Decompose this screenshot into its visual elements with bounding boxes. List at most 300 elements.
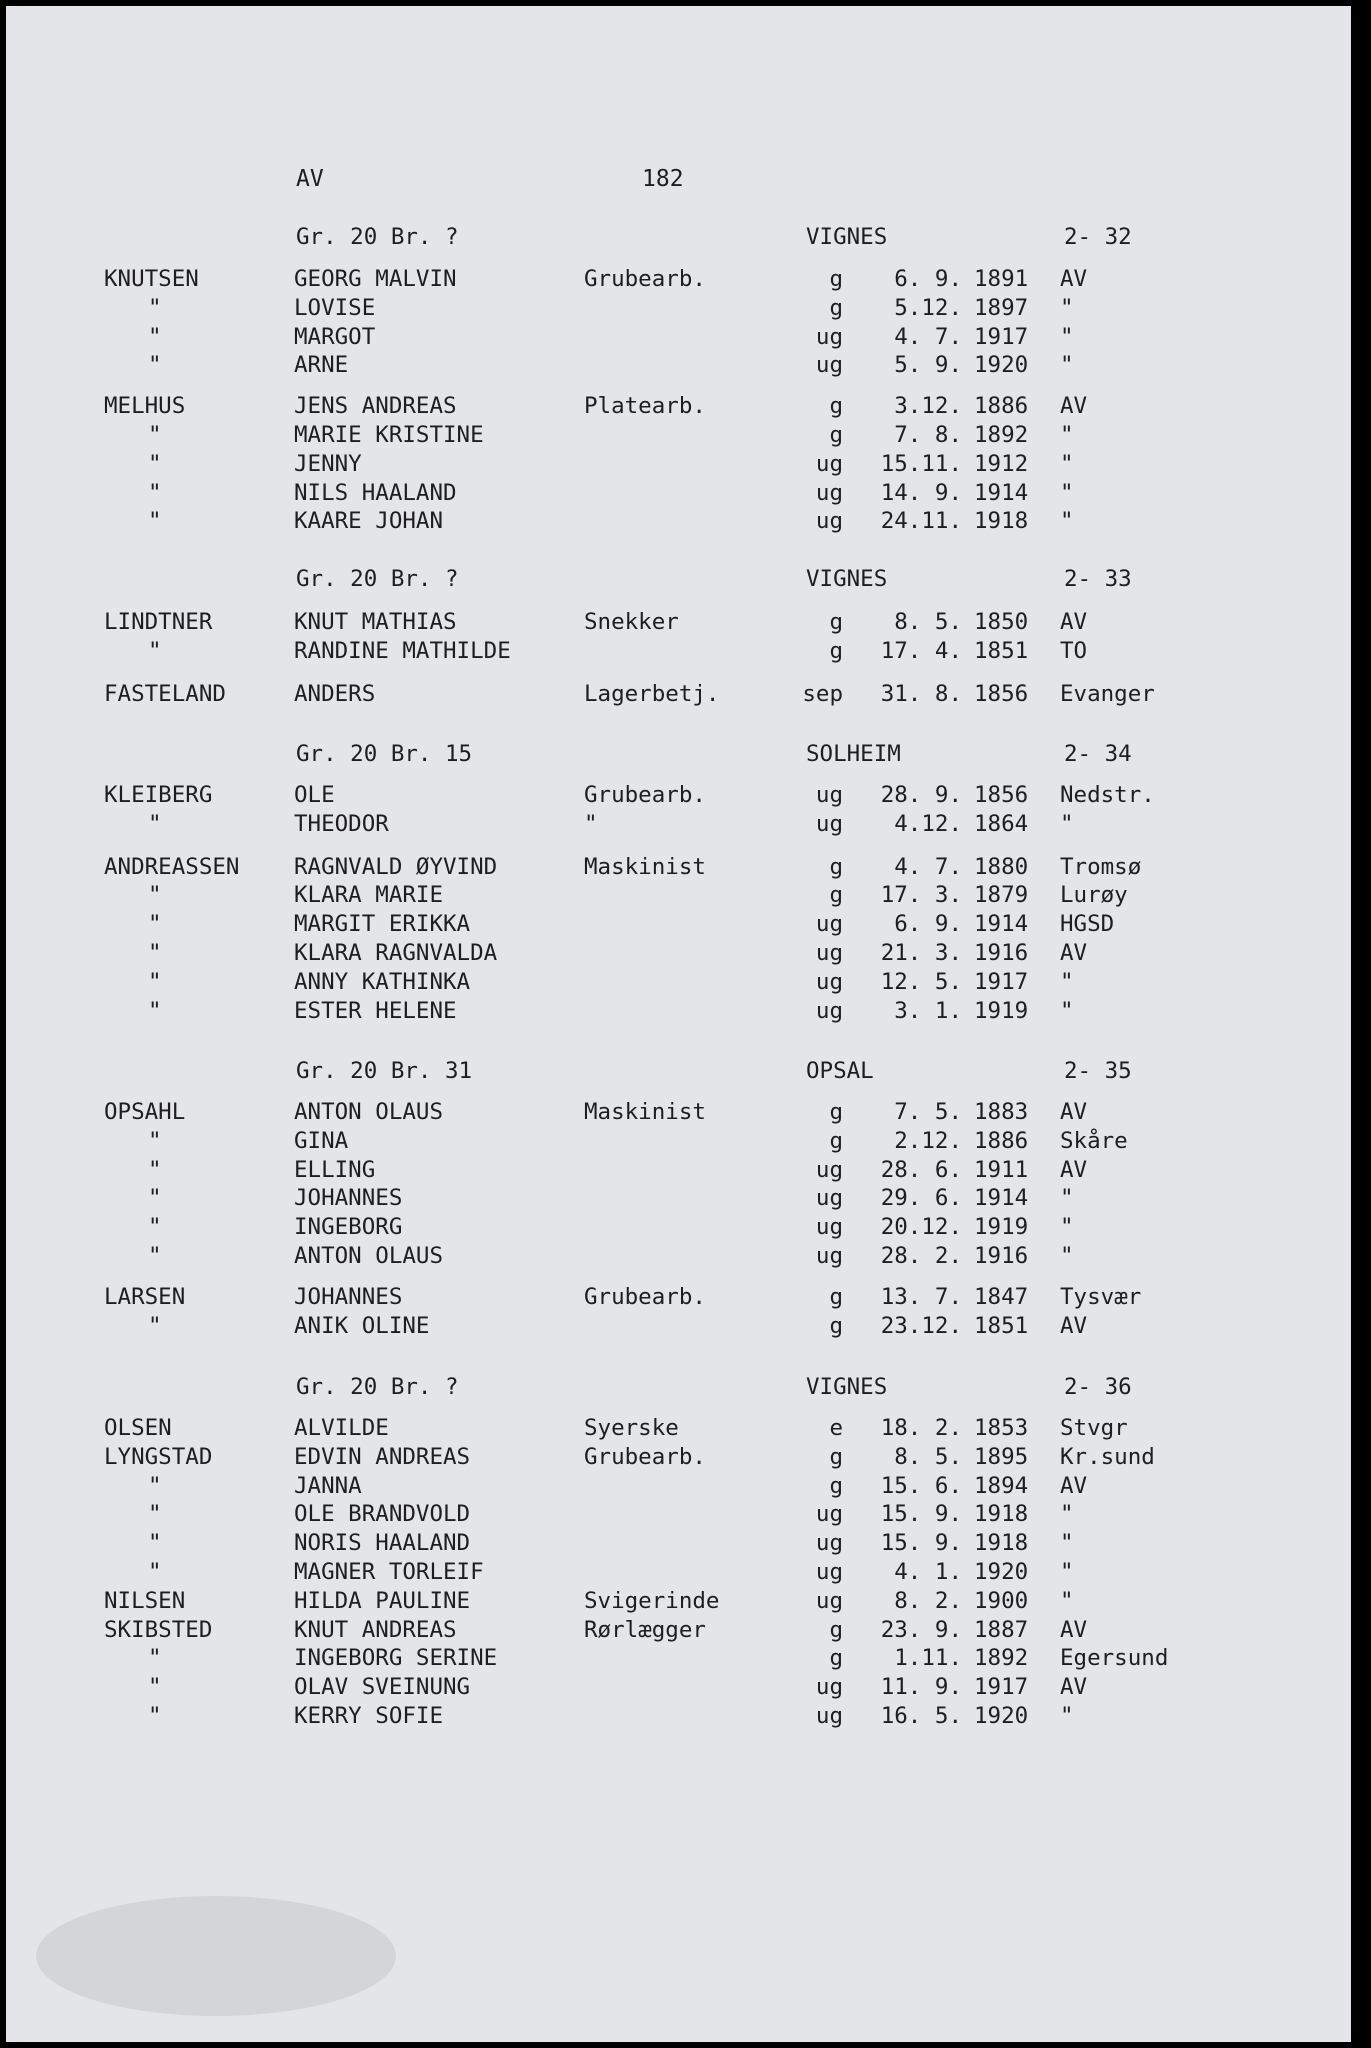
given-names: EDVIN ANDREAS <box>294 1443 471 1470</box>
birthplace: " <box>1060 422 1074 448</box>
surname: " <box>148 1243 162 1269</box>
birth-year: 1892 <box>974 1645 1029 1672</box>
birth-year: 1919 <box>974 1214 1029 1241</box>
given-names: ANTON OLAUS <box>294 1243 444 1269</box>
birth-year: 1853 <box>974 1415 1029 1441</box>
surname: " <box>148 1674 162 1701</box>
surname: " <box>148 997 162 1024</box>
person-row <box>6 1473 1351 1501</box>
birthplace: " <box>1060 810 1074 837</box>
given-names: NILS HAALAND <box>294 479 457 506</box>
given-names: OLE BRANDVOLD <box>294 1501 471 1528</box>
birth-date: 5.12. <box>894 294 962 321</box>
person-row <box>6 266 1351 294</box>
given-names: THEODOR <box>294 810 389 837</box>
address-label: Gr. 20 Br. 31 <box>296 1058 473 1084</box>
given-names: KLARA RAGNVALDA <box>294 940 498 966</box>
given-names: ESTER HELENE <box>294 997 457 1024</box>
place-name: VIGNES <box>806 1374 888 1400</box>
birth-year: 1916 <box>974 1243 1029 1269</box>
person-row <box>6 609 1351 637</box>
civil-status: ug <box>815 1530 843 1557</box>
birth-year: 1918 <box>974 1501 1029 1528</box>
birthplace: TO <box>1060 637 1088 664</box>
occupation: Maskinist <box>584 853 706 880</box>
person-row <box>6 393 1351 421</box>
given-names: OLE <box>294 782 335 808</box>
surname: FASTELAND <box>104 680 226 707</box>
birth-date: 7. 8. <box>894 422 962 448</box>
birth-date: 15.11. <box>880 450 962 477</box>
birth-date: 11. 9. <box>880 1674 962 1701</box>
birth-date: 7. 5. <box>894 1099 962 1125</box>
surname: LINDTNER <box>104 609 213 635</box>
birthplace: " <box>1060 450 1074 477</box>
civil-status: g <box>829 637 843 664</box>
surname: " <box>148 1312 162 1339</box>
birth-date: 15. 9. <box>880 1501 962 1528</box>
birth-year: 1919 <box>974 997 1029 1024</box>
person-row <box>6 1157 1351 1185</box>
civil-status: ug <box>815 997 843 1024</box>
person-row <box>6 295 1351 323</box>
surname: " <box>148 810 162 837</box>
surname: SKIBSTED <box>104 1616 213 1643</box>
address-label: Gr. 20 Br. 15 <box>296 741 473 767</box>
birth-date: 5. 9. <box>894 352 962 379</box>
civil-status: ug <box>815 1674 843 1701</box>
birth-date: 28. 6. <box>880 1156 962 1183</box>
birthplace: " <box>1060 1185 1074 1212</box>
person-row <box>6 1674 1351 1702</box>
birthplace: AV <box>1060 393 1088 420</box>
surname: ANDREASSEN <box>104 853 240 880</box>
birth-date: 13. 7. <box>880 1283 962 1310</box>
given-names: JOHANNES <box>294 1283 403 1310</box>
birth-date: 6. 9. <box>894 266 962 292</box>
birth-year: 1914 <box>974 1185 1029 1212</box>
birth-date: 6. 9. <box>894 911 962 938</box>
given-names: ARNE <box>294 352 349 379</box>
birth-year: 1914 <box>974 479 1029 506</box>
place-name: VIGNES <box>806 224 888 250</box>
given-names: INGEBORG <box>294 1214 403 1241</box>
birth-year: 1895 <box>974 1443 1029 1470</box>
civil-status: g <box>829 1283 843 1310</box>
birth-year: 1851 <box>974 637 1029 664</box>
surname: " <box>148 911 162 938</box>
birthplace: " <box>1060 323 1074 350</box>
birth-date: 31. 8. <box>880 680 962 707</box>
surname: " <box>148 1156 162 1183</box>
person-row <box>6 1617 1351 1645</box>
occupation: Grubearb. <box>584 782 706 808</box>
birthplace: Stvgr <box>1060 1415 1128 1441</box>
birth-date: 18. 2. <box>880 1415 962 1441</box>
given-names: KNUT MATHIAS <box>294 609 457 635</box>
given-names: RAGNVALD ØYVIND <box>294 853 498 880</box>
surname: " <box>148 1703 162 1729</box>
person-row <box>6 998 1351 1026</box>
given-names: KNUT ANDREAS <box>294 1616 457 1643</box>
birthplace: " <box>1060 1214 1074 1241</box>
person-row <box>6 508 1351 536</box>
person-row <box>6 1214 1351 1242</box>
person-row <box>6 1501 1351 1529</box>
birthplace: HGSD <box>1060 911 1115 938</box>
birthplace: Tromsø <box>1060 853 1142 880</box>
civil-status: ug <box>815 323 843 350</box>
given-names: ANDERS <box>294 680 376 707</box>
surname: OLSEN <box>104 1415 172 1441</box>
birth-date: 3. 1. <box>894 997 962 1024</box>
birthplace: " <box>1060 479 1074 506</box>
birth-year: 1917 <box>974 323 1029 350</box>
given-names: RANDINE MATHILDE <box>294 637 511 664</box>
person-row <box>6 352 1351 380</box>
birth-year: 1891 <box>974 266 1029 292</box>
birthplace: Lurøy <box>1060 882 1128 909</box>
surname: " <box>148 422 162 448</box>
surname: " <box>148 479 162 506</box>
place-name: VIGNES <box>806 566 888 592</box>
birth-date: 12. 5. <box>880 968 962 995</box>
birth-date: 17. 4. <box>880 637 962 664</box>
surname: NILSEN <box>104 1587 186 1614</box>
birthplace: AV <box>1060 1472 1088 1499</box>
birthplace: AV <box>1060 940 1088 966</box>
birth-date: 21. 3. <box>880 940 962 966</box>
household-code: 2- 35 <box>1064 1058 1132 1084</box>
birth-date: 4. 7. <box>894 853 962 880</box>
birthplace: " <box>1060 968 1074 995</box>
birth-date: 4.12. <box>894 810 962 837</box>
birthplace: AV <box>1060 1099 1088 1125</box>
household-code: 2- 33 <box>1064 566 1132 592</box>
surname: " <box>148 882 162 909</box>
address-label: Gr. 20 Br. ? <box>296 1374 459 1400</box>
birthplace: AV <box>1060 1616 1088 1643</box>
civil-status: g <box>829 1127 843 1154</box>
birth-year: 1920 <box>974 1703 1029 1729</box>
household-header <box>6 1374 1351 1404</box>
birth-year: 1914 <box>974 911 1029 938</box>
birth-year: 1917 <box>974 1674 1029 1701</box>
birth-year: 1897 <box>974 294 1029 321</box>
area-code: AV <box>296 166 324 192</box>
page-stain <box>36 1896 396 2016</box>
birth-year: 1911 <box>974 1156 1029 1183</box>
civil-status: e <box>829 1415 843 1441</box>
birthplace: Skåre <box>1060 1127 1128 1154</box>
surname: " <box>148 1472 162 1499</box>
birthplace: AV <box>1060 1156 1088 1183</box>
birthplace: " <box>1060 1530 1074 1557</box>
given-names: ALVILDE <box>294 1415 389 1441</box>
given-names: MARIE KRISTINE <box>294 422 484 448</box>
household-header <box>6 1058 1351 1088</box>
given-names: GEORG MALVIN <box>294 266 457 292</box>
birthplace: AV <box>1060 1312 1088 1339</box>
civil-status: ug <box>815 450 843 477</box>
person-row <box>6 1128 1351 1156</box>
civil-status: ug <box>815 1156 843 1183</box>
civil-status: g <box>829 1616 843 1643</box>
surname: KLEIBERG <box>104 782 213 808</box>
birth-year: 1920 <box>974 1559 1029 1585</box>
given-names: ANIK OLINE <box>294 1312 430 1339</box>
occupation: Grubearb. <box>584 1283 706 1310</box>
household-header <box>6 566 1351 596</box>
household-code: 2- 32 <box>1064 224 1132 250</box>
household-code: 2- 34 <box>1064 741 1132 767</box>
person-row <box>6 451 1351 479</box>
person-row <box>6 422 1351 450</box>
birthplace: Evanger <box>1060 680 1155 707</box>
birth-date: 2.12. <box>894 1127 962 1154</box>
household-header <box>6 224 1351 254</box>
birth-date: 17. 3. <box>880 882 962 909</box>
person-row <box>6 940 1351 968</box>
civil-status: ug <box>815 968 843 995</box>
given-names: JANNA <box>294 1472 362 1499</box>
civil-status: g <box>829 422 843 448</box>
civil-status: g <box>829 882 843 909</box>
birthplace: Kr.sund <box>1060 1443 1155 1470</box>
person-row <box>6 1703 1351 1731</box>
person-row <box>6 1444 1351 1472</box>
birthplace: " <box>1060 1703 1074 1729</box>
birth-year: 1918 <box>974 1530 1029 1557</box>
surname: " <box>148 1559 162 1585</box>
civil-status: g <box>829 1645 843 1672</box>
given-names: OLAV SVEINUNG <box>294 1674 471 1701</box>
birth-year: 1883 <box>974 1099 1029 1125</box>
document-page <box>6 6 1351 2042</box>
birth-year: 1864 <box>974 810 1029 837</box>
surname: " <box>148 323 162 350</box>
given-names: ELLING <box>294 1156 376 1183</box>
civil-status: g <box>829 1099 843 1125</box>
surname: " <box>148 1530 162 1557</box>
birth-date: 8. 2. <box>894 1587 962 1614</box>
person-row <box>6 1645 1351 1673</box>
given-names: HILDA PAULINE <box>294 1587 471 1614</box>
person-row <box>6 1284 1351 1312</box>
person-row <box>6 911 1351 939</box>
surname: MELHUS <box>104 393 186 420</box>
address-label: Gr. 20 Br. ? <box>296 566 459 592</box>
person-row <box>6 1185 1351 1213</box>
civil-status: g <box>829 853 843 880</box>
birthplace: " <box>1060 997 1074 1024</box>
surname: LARSEN <box>104 1283 186 1310</box>
occupation: Rørlægger <box>584 1616 706 1643</box>
occupation: Lagerbetj. <box>584 680 720 707</box>
civil-status: ug <box>815 940 843 966</box>
birth-year: 1886 <box>974 1127 1029 1154</box>
surname: " <box>148 294 162 321</box>
place-name: SOLHEIM <box>806 741 901 767</box>
surname: " <box>148 1185 162 1212</box>
occupation: Snekker <box>584 609 679 635</box>
civil-status: g <box>829 1472 843 1499</box>
surname: " <box>148 450 162 477</box>
given-names: JENS ANDREAS <box>294 393 457 420</box>
civil-status: ug <box>815 1703 843 1729</box>
birthplace: AV <box>1060 609 1088 635</box>
page-header <box>6 166 1351 196</box>
surname: " <box>148 637 162 664</box>
surname: " <box>148 968 162 995</box>
person-row <box>6 1099 1351 1127</box>
given-names: INGEBORG SERINE <box>294 1645 498 1672</box>
given-names: JENNY <box>294 450 362 477</box>
birth-date: 24.11. <box>880 508 962 535</box>
birthplace: AV <box>1060 266 1088 292</box>
birthplace: Tysvær <box>1060 1283 1142 1310</box>
birthplace: AV <box>1060 1674 1088 1701</box>
civil-status: ug <box>815 508 843 535</box>
given-names: KERRY SOFIE <box>294 1703 444 1729</box>
person-row <box>6 969 1351 997</box>
surname: " <box>148 508 162 535</box>
civil-status: ug <box>815 352 843 379</box>
birthplace: " <box>1060 352 1074 379</box>
address-label: Gr. 20 Br. ? <box>296 224 459 250</box>
birth-year: 1886 <box>974 393 1029 420</box>
surname: KNUTSEN <box>104 266 199 292</box>
surname: " <box>148 1645 162 1672</box>
person-row <box>6 1415 1351 1443</box>
civil-status: ug <box>815 1587 843 1614</box>
birth-date: 1.11. <box>894 1645 962 1672</box>
birth-date: 28. 2. <box>880 1243 962 1269</box>
birth-date: 14. 9. <box>880 479 962 506</box>
person-row <box>6 782 1351 810</box>
civil-status: sep <box>802 680 843 707</box>
birthplace: " <box>1060 508 1074 535</box>
birth-year: 1856 <box>974 680 1029 707</box>
surname: " <box>148 1501 162 1528</box>
birth-year: 1847 <box>974 1283 1029 1310</box>
birth-year: 1880 <box>974 853 1029 880</box>
birth-date: 28. 9. <box>880 782 962 808</box>
civil-status: g <box>829 266 843 292</box>
person-row <box>6 1313 1351 1341</box>
birth-date: 29. 6. <box>880 1185 962 1212</box>
birth-year: 1887 <box>974 1616 1029 1643</box>
given-names: ANNY KATHINKA <box>294 968 471 995</box>
civil-status: g <box>829 1443 843 1470</box>
civil-status: g <box>829 609 843 635</box>
birth-date: 15. 9. <box>880 1530 962 1557</box>
surname: " <box>148 940 162 966</box>
birthplace: " <box>1060 1587 1074 1614</box>
birth-date: 16. 5. <box>880 1703 962 1729</box>
birth-year: 1894 <box>974 1472 1029 1499</box>
civil-status: ug <box>815 911 843 938</box>
birth-year: 1920 <box>974 352 1029 379</box>
person-row <box>6 480 1351 508</box>
person-row <box>6 1559 1351 1587</box>
birth-year: 1916 <box>974 940 1029 966</box>
given-names: JOHANNES <box>294 1185 403 1212</box>
surname: OPSAHL <box>104 1099 186 1125</box>
given-names: KAARE JOHAN <box>294 508 444 535</box>
person-row <box>6 681 1351 709</box>
civil-status: ug <box>815 1559 843 1585</box>
birth-year: 1912 <box>974 450 1029 477</box>
person-row <box>6 882 1351 910</box>
place-name: OPSAL <box>806 1058 874 1084</box>
occupation: Platearb. <box>584 393 706 420</box>
civil-status: ug <box>815 810 843 837</box>
birthplace: Egersund <box>1060 1645 1169 1672</box>
civil-status: ug <box>815 1185 843 1212</box>
occupation: Maskinist <box>584 1099 706 1125</box>
surname: LYNGSTAD <box>104 1443 213 1470</box>
given-names: LOVISE <box>294 294 376 321</box>
occupation: Grubearb. <box>584 1443 706 1470</box>
birth-date: 15. 6. <box>880 1472 962 1499</box>
civil-status: ug <box>815 479 843 506</box>
surname: " <box>148 1214 162 1241</box>
birth-year: 1918 <box>974 508 1029 535</box>
birth-date: 23. 9. <box>880 1616 962 1643</box>
person-row <box>6 638 1351 666</box>
given-names: NORIS HAALAND <box>294 1530 471 1557</box>
given-names: KLARA MARIE <box>294 882 444 909</box>
birth-year: 1917 <box>974 968 1029 995</box>
birth-date: 8. 5. <box>894 1443 962 1470</box>
birthplace: Nedstr. <box>1060 782 1155 808</box>
birth-date: 23.12. <box>880 1312 962 1339</box>
birthplace: " <box>1060 1559 1074 1585</box>
page-number: 182 <box>642 166 684 192</box>
person-row <box>6 1243 1351 1271</box>
occupation: Syerske <box>584 1415 679 1441</box>
birth-year: 1892 <box>974 422 1029 448</box>
household-header <box>6 741 1351 771</box>
civil-status: ug <box>815 1243 843 1269</box>
given-names: MARGOT <box>294 323 376 350</box>
given-names: GINA <box>294 1127 349 1154</box>
given-names: MARGIT ERIKKA <box>294 911 471 938</box>
civil-status: g <box>829 393 843 420</box>
birth-year: 1856 <box>974 782 1029 808</box>
civil-status: g <box>829 1312 843 1339</box>
person-row <box>6 811 1351 839</box>
birth-year: 1851 <box>974 1312 1029 1339</box>
birthplace: " <box>1060 1501 1074 1528</box>
occupation: " <box>584 810 598 837</box>
civil-status: g <box>829 294 843 321</box>
birth-year: 1900 <box>974 1587 1029 1614</box>
person-row <box>6 1530 1351 1558</box>
birth-date: 8. 5. <box>894 609 962 635</box>
birth-year: 1879 <box>974 882 1029 909</box>
birth-date: 3.12. <box>894 393 962 420</box>
person-row <box>6 854 1351 882</box>
person-row <box>6 1588 1351 1616</box>
civil-status: ug <box>815 1214 843 1241</box>
civil-status: ug <box>815 782 843 808</box>
occupation: Grubearb. <box>584 266 706 292</box>
given-names: MAGNER TORLEIF <box>294 1559 484 1585</box>
surname: " <box>148 352 162 379</box>
civil-status: ug <box>815 1501 843 1528</box>
